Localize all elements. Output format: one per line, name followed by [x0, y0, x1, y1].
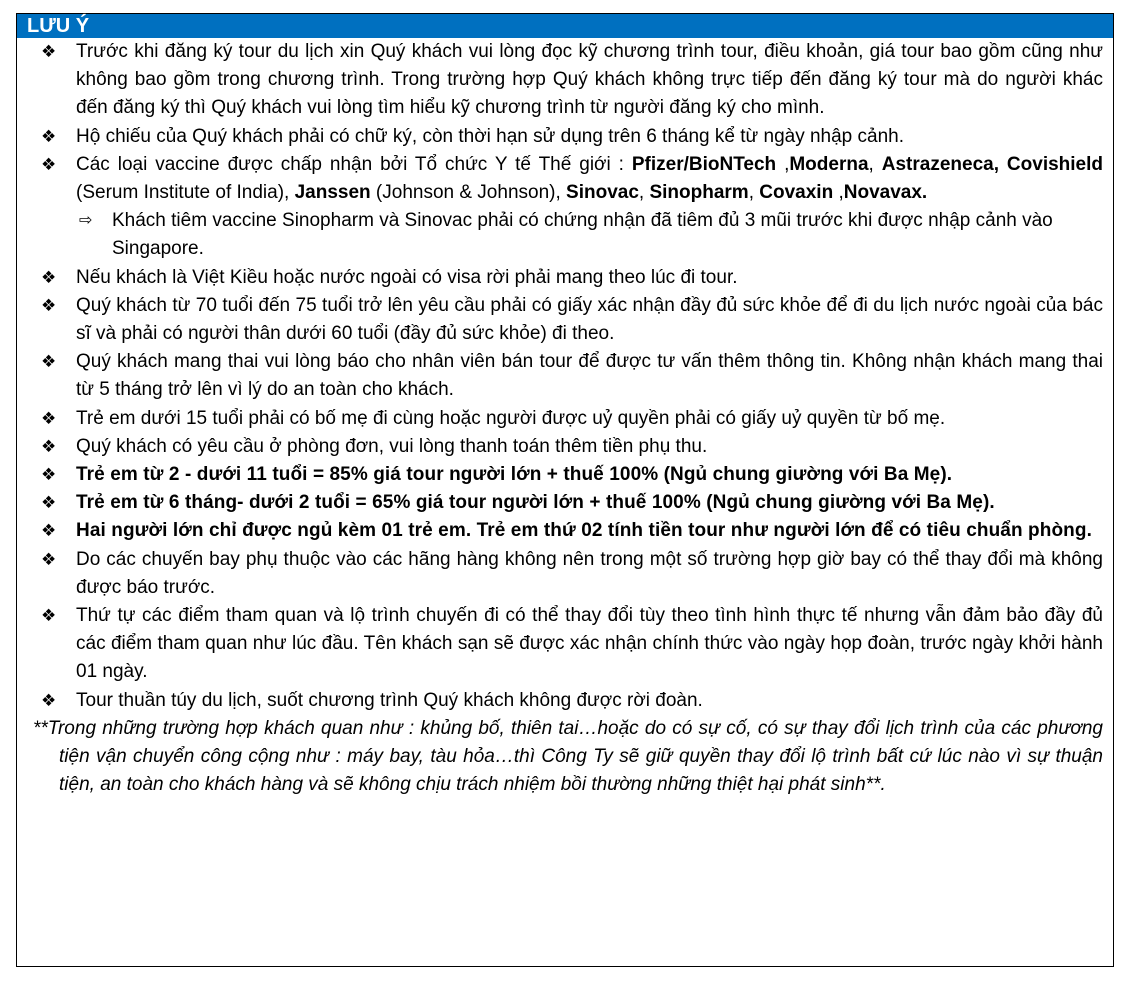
- diamond-bullet-icon: ❖: [41, 267, 57, 287]
- list-item: ❖ Hộ chiếu của Quý khách phải có chữ ký, còn thời hạn sử dụng trên 6 tháng kể từ ngày nhập cảnh.: [17, 123, 1113, 151]
- diamond-bullet-icon: ❖: [41, 549, 57, 569]
- notice-box: [16, 13, 1114, 967]
- list-item: ❖ Quý khách có yêu cầu ở phòng đơn, vui lòng thanh toán thêm tiền phụ thu.: [17, 433, 1113, 461]
- diamond-bullet-icon: ❖: [41, 690, 57, 710]
- diamond-bullet-icon: ❖: [41, 42, 57, 61]
- diamond-bullet-icon: ❖: [41, 154, 57, 174]
- list-item: ❖ Trẻ em dưới 15 tuổi phải có bố mẹ đi cùng hoặc người được uỷ quyền phải có giấy uỷ quyền từ bố mẹ.: [17, 405, 1113, 433]
- list-subitem: ⇨ Khách tiêm vaccine Sinopharm và Sinovac phải có chứng nhận đã tiêm đủ 3 mũi trước khi được nhập cảnh vào Singapore.: [17, 207, 1113, 263]
- diamond-bullet-icon: ❖: [41, 493, 57, 513]
- list-item: ❖ Quý khách mang thai vui lòng báo cho nhân viên bán tour để được tư vấn thêm thông tin. Không nhận khách mang thai từ 5 tháng trở lên vì lý do an toàn cho khách.: [17, 348, 1113, 404]
- list-item-room-policy: ❖ Hai người lớn chỉ được ngủ kèm 01 trẻ em. Trẻ em thứ 02 tính tiền tour như người lớn để có tiêu chuẩn phòng.: [17, 517, 1113, 545]
- list-item: ❖ Tour thuần túy du lịch, suốt chương trình Quý khách không được rời đoàn.: [17, 687, 1113, 715]
- diamond-bullet-icon: ❖: [41, 521, 57, 541]
- diamond-bullet-icon: ❖: [41, 465, 57, 485]
- list-item: ❖ Nếu khách là Việt Kiều hoặc nước ngoài có visa rời phải mang theo lúc đi tour.: [17, 264, 1113, 292]
- diamond-bullet-icon: ❖: [41, 436, 57, 456]
- list-item-infant-price: ❖ Trẻ em từ 6 tháng- dưới 2 tuổi = 65% giá tour người lớn + thuế 100% (Ngủ chung giường với Ba Mẹ).: [17, 489, 1113, 517]
- arrow-right-icon: ⇨: [79, 212, 93, 230]
- diamond-bullet-icon: ❖: [41, 606, 57, 626]
- diamond-bullet-icon: ❖: [41, 126, 57, 146]
- diamond-bullet-icon: ❖: [41, 408, 57, 428]
- list-item: ❖ Quý khách từ 70 tuổi đến 75 tuổi trở lên yêu cầu phải có giấy xác nhận đầy đủ sức khỏe để đi du lịch nước ngoài của bác sĩ và phải có người thân dưới 60 tuổi (đầy đủ sức khỏe) đi theo.: [17, 292, 1113, 348]
- notice-list: [17, 38, 1113, 715]
- list-item: ❖ Trước khi đăng ký tour du lịch xin Quý khách vui lòng đọc kỹ chương trình tour, điều khoản, giá tour bao gồm cũng như không bao gồm trong chương trình. Trong trường hợp Quý khách không trực tiếp đến đăng ký tour mà do người khác đến đăng ký thì Quý khách vui lòng tìm hiểu kỹ chương trình từ người đăng ký cho mình.: [17, 38, 1113, 123]
- list-item: ❖ Thứ tự các điểm tham quan và lộ trình chuyến đi có thể thay đổi tùy theo tình hình thực tế nhưng vẫn đảm bảo đầy đủ các điểm tham quan như lúc đầu. Tên khách sạn sẽ được xác nhận chính thức vào ngày họp đoàn, trước ngày khởi hành 01 ngày.: [17, 602, 1113, 687]
- disclaimer-note: **Trong những trường hợp khách quan như : khủng bố, thiên tai…hoặc do có sự cố, có sự thay đổi lịch trình của các phương tiện vận chuyển công cộng như : máy bay, tàu hỏa…thì Công Ty sẽ giữ quyền thay đổi lộ trình bất cứ lúc nào vì sự thuận tiện, an toàn cho khách hàng và sẽ không chịu trách nhiệm bồi thường những thiệt hại phát sinh**.: [33, 717, 1103, 796]
- list-item-vaccines: ❖ Các loại vaccine được chấp nhận bởi Tổ chức Y tế Thế giới : Pfizer/BioNTech ,Moderna, Astrazeneca, Covishield (Serum Institute of India), Janssen (Johnson & Johnson), Sinovac, Sinopharm, Covaxin ,Novavax.: [17, 151, 1113, 207]
- diamond-bullet-icon: ❖: [41, 352, 57, 372]
- notice-header: LƯU Ý: [17, 14, 1113, 38]
- diamond-bullet-icon: ❖: [41, 295, 57, 315]
- list-item-child-price: ❖ Trẻ em từ 2 - dưới 11 tuổi = 85% giá tour người lớn + thuế 100% (Ngủ chung giường với Ba Mẹ).: [17, 461, 1113, 489]
- list-item: ❖ Do các chuyến bay phụ thuộc vào các hãng hàng không nên trong một số trường hợp giờ bay có thể thay đổi mà không được báo trước.: [17, 546, 1113, 602]
